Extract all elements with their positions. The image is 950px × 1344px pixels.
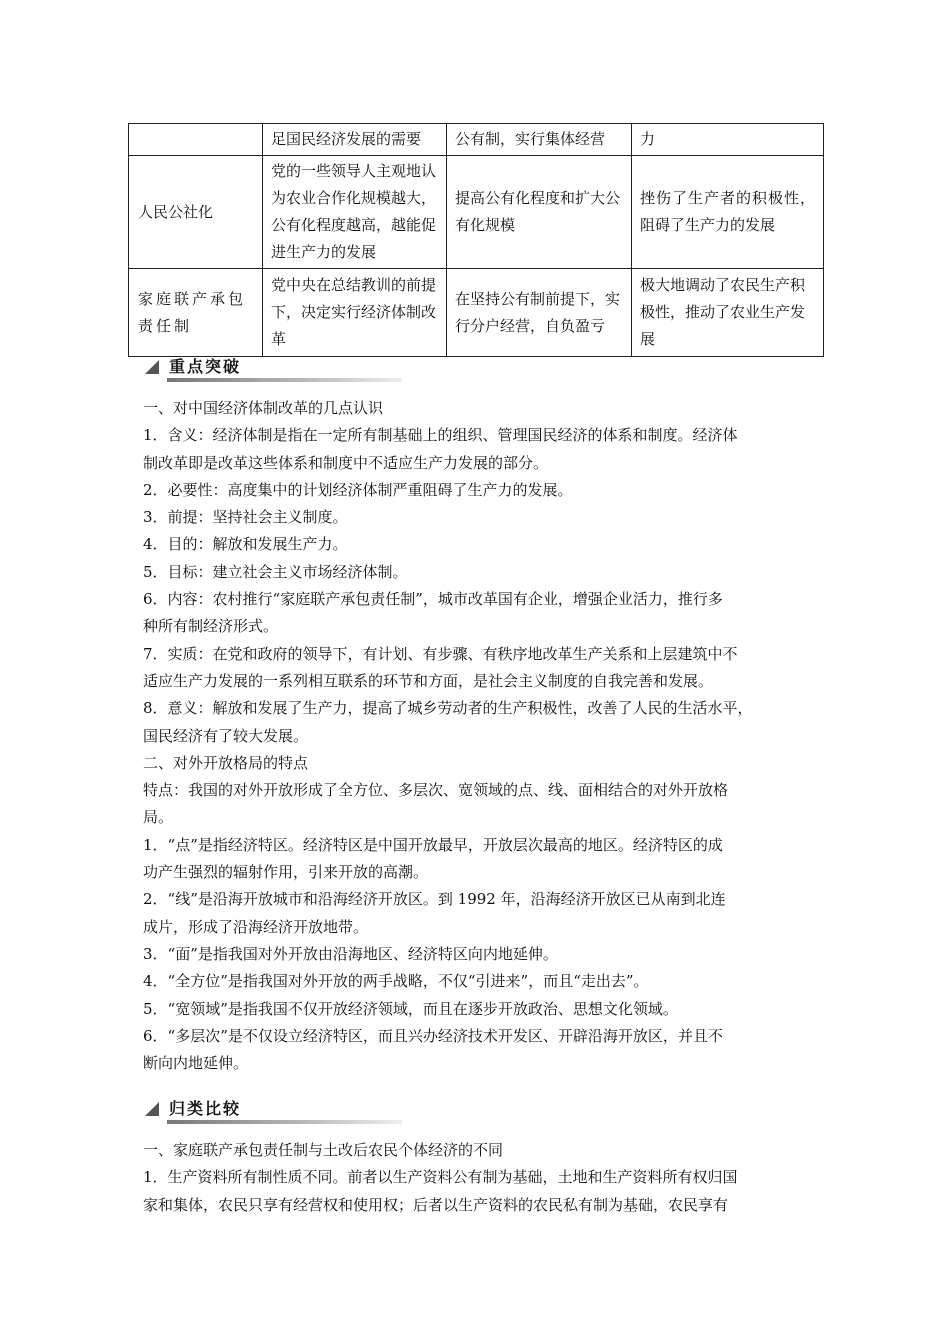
paragraph-line: 6．内容：农村推行“家庭联产承包责任制”，城市改革国有企业，增强企业活力，推行多 xyxy=(143,590,723,609)
paragraph-line: 6．“多层次”是不仅设立经济特区，而且兴办经济技术开发区、开辟沿海开放区，并且不 xyxy=(143,1026,723,1045)
paragraph-line: 5．“宽领域”是指我国不仅开放经济领域，而且在逐步开放政治、思想文化领域。 xyxy=(143,999,678,1018)
table-cell: 家庭联产承包责任制 xyxy=(129,269,263,357)
table-cell: 力 xyxy=(632,124,824,156)
table-cell: 极大地调动了农民生产积极性，推动了农业生产发展 xyxy=(632,269,824,357)
section-body-key-points xyxy=(143,395,815,1077)
paragraph-line: 二、对外开放格局的特点 xyxy=(143,753,309,772)
paragraph-line: 特点：我国的对外开放形成了全方位、多层次、宽领域的点、线、面相结合的对外开放格 xyxy=(143,781,729,800)
paragraph-line: 国民经济有了较大发展。 xyxy=(143,726,309,745)
paragraph-line: 适应生产力发展的一系列相互联系的环节和方面，是社会主义制度的自我完善和发展。 xyxy=(143,671,714,690)
paragraph-line: 制改革即是改革这些体系和制度中不适应生产力发展的部分。 xyxy=(143,453,549,472)
section-heading-key-points xyxy=(143,358,303,382)
table-cell: 公有制，实行集体经营 xyxy=(447,124,632,156)
paragraph-line: 1．生产资料所有制性质不同。前者以生产资料公有制为基础，土地和生产资料所有权归国 xyxy=(143,1168,738,1187)
section-body-comparison xyxy=(143,1137,815,1219)
comparison-table xyxy=(128,123,824,357)
section-title: 归类比较 xyxy=(169,1099,242,1118)
paragraph-line: 7．实质：在党和政府的领导下，有计划、有步骤、有秩序地改革生产关系和上层建筑中不 xyxy=(143,644,738,663)
paragraph-line: 断向内地延伸。 xyxy=(143,1054,249,1073)
paragraph-line: 4．“全方位”是指我国对外开放的两手战略，不仅“引进来”，而且“走出去”。 xyxy=(143,972,649,991)
corner-triangle-icon xyxy=(145,360,159,374)
table-cell: 人民公社化 xyxy=(129,156,263,269)
paragraph-line: 4．目的：解放和发展生产力。 xyxy=(143,535,348,554)
paragraph-line: 1．含义：经济体制是指在一定所有制基础上的组织、管理国民经济的体系和制度。经济体 xyxy=(143,426,738,445)
paragraph-line: 种所有制经济形式。 xyxy=(143,617,279,636)
heading-underline xyxy=(167,1120,402,1124)
paragraph-line: 2．“线”是沿海开放城市和沿海经济开放区。到 1992 年，沿海经济开放区已从南到北连 xyxy=(143,890,726,909)
paragraph-line: 成片，形成了沿海经济开放地带。 xyxy=(143,917,369,936)
table-cell: 提高公有化程度和扩大公有化规模 xyxy=(447,156,632,269)
heading-underline xyxy=(167,378,402,382)
table-row xyxy=(129,269,824,357)
table-row xyxy=(129,124,824,156)
section-title: 重点突破 xyxy=(169,357,242,376)
paragraph-line: 3．前提：坚持社会主义制度。 xyxy=(143,508,348,527)
table-cell: 党的一些领导人主观地认为农业合作化规模越大，公有化程度越高，越能促进生产力的发展 xyxy=(263,156,447,269)
paragraph-line: 2．必要性：高度集中的计划经济体制严重阻碍了生产力的发展。 xyxy=(143,480,573,499)
paragraph-line: 一、家庭联产承包责任制与土改后农民个体经济的不同 xyxy=(143,1141,504,1159)
paragraph-line: 家和集体，农民只享有经营权和使用权；后者以生产资料的农民私有制为基础，农民享有 xyxy=(143,1195,729,1214)
paragraph-line: 一、对中国经济体制改革的几点认识 xyxy=(143,399,384,417)
paragraph-line: 3．“面”是指我国对外开放由沿海地区、经济特区向内地延伸。 xyxy=(143,944,558,963)
paragraph-line: 1．“点”是指经济特区。经济特区是中国开放最早，开放层次最高的地区。经济特区的成 xyxy=(143,835,723,854)
table-cell: 在坚持公有制前提下，实行分户经营，自负盈亏 xyxy=(447,269,632,357)
paragraph-line: 局。 xyxy=(143,808,174,827)
corner-triangle-icon xyxy=(145,1102,159,1116)
paragraph-line: 5．目标：建立社会主义市场经济体制。 xyxy=(143,562,408,581)
table-cell: 足国民经济发展的需要 xyxy=(263,124,447,156)
table-row xyxy=(129,156,824,269)
section-heading-comparison xyxy=(143,1100,303,1124)
paragraph-line: 8．意义：解放和发展了生产力，提高了城乡劳动者的生产积极性，改善了人民的生活水平， xyxy=(143,699,753,718)
paragraph-line: 功产生强烈的辐射作用，引来开放的高潮。 xyxy=(143,863,429,882)
table-cell xyxy=(129,124,263,156)
table-cell: 党中央在总结教训的前提下，决定实行经济体制改革 xyxy=(263,269,447,357)
table-cell: 挫伤了生产者的积极性，阻碍了生产力的发展 xyxy=(632,156,824,269)
